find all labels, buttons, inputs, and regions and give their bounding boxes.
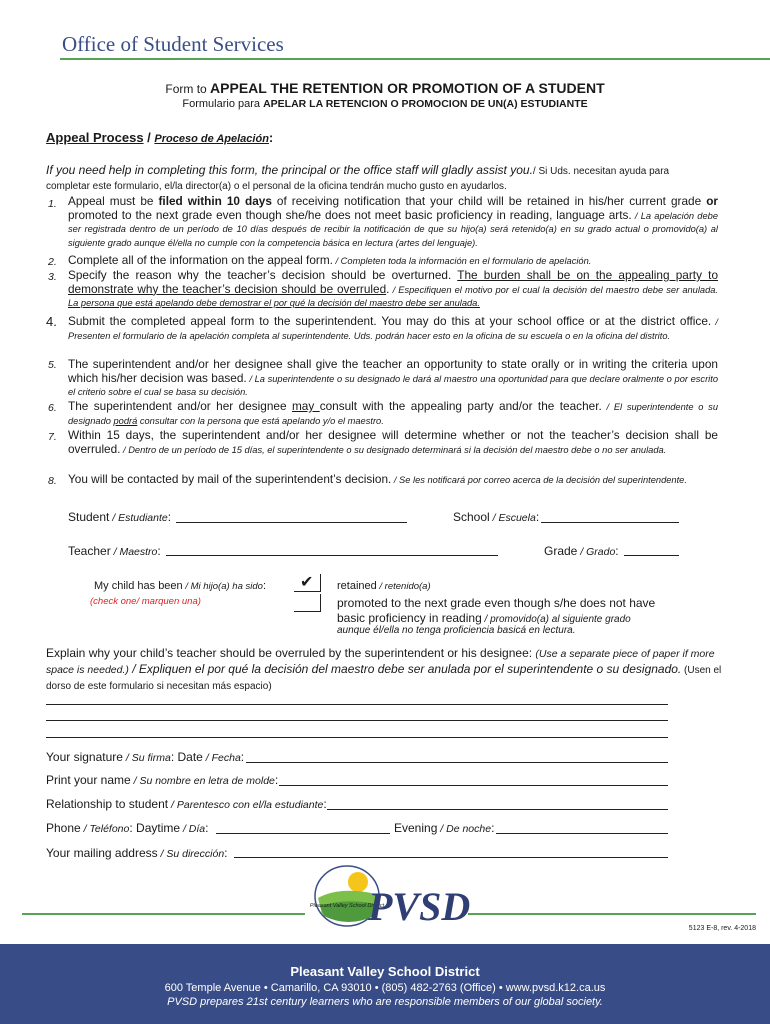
t: : — [224, 846, 228, 860]
t: Daytime — [132, 821, 181, 835]
signature-field[interactable] — [246, 762, 668, 763]
evening-label — [394, 821, 494, 835]
t: My child has been — [94, 580, 183, 592]
intro — [46, 163, 726, 179]
t: You will be contacted by mail of the superintendent’s decision. — [68, 472, 392, 486]
item-8-num: 8. — [48, 475, 57, 487]
form-title-es — [0, 98, 770, 110]
t: Within 15 days, the superintendent and/or her designee will determine whether or not the teacher’s decision shall be overruled. — [68, 428, 718, 456]
t: / retenido(a) — [376, 581, 431, 592]
t: (Use a separate piece of paper if more space is needed.) — [46, 648, 715, 676]
formulario: Formulario para — [182, 98, 264, 110]
t: retained — [337, 580, 377, 592]
t: Phone — [46, 821, 81, 835]
item-6 — [68, 400, 718, 427]
logo-divider-left — [22, 913, 305, 915]
t: Print your name — [46, 773, 131, 787]
t: Your signature — [46, 750, 123, 764]
print-name-field[interactable] — [279, 785, 668, 786]
t: / Su dirección — [157, 848, 225, 860]
t: promoted to the next grade even though she/he does not meet basic proficiency in reading, language arts. — [68, 207, 632, 222]
intro-es2: completar este formulario, el/la director(a) o el personal de la oficina tendrán mucho gusto en ayudarlos. — [46, 181, 507, 192]
t: / Escuela — [489, 512, 536, 524]
t: The superintendent and/or her designee — [68, 399, 292, 413]
title-en: APPEAL THE RETENTION OR PROMOTION OF A STUDENT — [210, 80, 605, 96]
section-title: Appeal Process — [46, 130, 144, 145]
t: Specify the reason why the teacher’s decision should be overturned. — [68, 268, 458, 282]
relationship-field[interactable] — [327, 809, 668, 810]
form-code: 5123 E-8, rev. 4-2018 — [688, 925, 756, 932]
t: or — [706, 194, 718, 208]
footer-tagline: PVSD prepares 21st century learners who are responsible members of our global society. — [167, 996, 603, 1008]
explain-line-1[interactable] — [46, 704, 668, 705]
item-3-num: 3. — [48, 271, 57, 283]
t: filed within 10 days — [158, 194, 272, 208]
t: Evening — [394, 821, 438, 835]
t: / Fecha — [202, 752, 241, 764]
child-label — [94, 580, 266, 592]
explain-line-2[interactable] — [46, 720, 668, 721]
t: : — [170, 750, 175, 764]
explain-text — [46, 646, 726, 694]
sep: / — [143, 130, 155, 145]
section-heading — [46, 130, 273, 145]
colon: : — [268, 130, 274, 145]
item-7 — [68, 429, 718, 456]
t: (Usen el dorso de este formulario si necesitan más espacio) — [46, 665, 722, 692]
t: The superintendent and/or her designee shall give the teacher an opportunity to state orally or in writing the criteria upon which his/her decision was based. — [68, 357, 718, 385]
t: / Completen toda la información en el formulario de apelación. — [332, 256, 592, 266]
t: : — [535, 510, 540, 524]
footer-district: Pleasant Valley School District — [290, 964, 480, 979]
item-5-num: 5. — [48, 359, 57, 371]
print-name-label — [46, 773, 278, 787]
school-field[interactable] — [541, 522, 679, 523]
item-8 — [68, 473, 718, 487]
t: Relationship to student — [46, 797, 169, 811]
t: consultar con la persona que está apelando y/o el maestro. — [137, 415, 384, 426]
t: La persona que está apelando debe demostrar el por qué la decisión del maestro debe ser anulada. — [68, 298, 480, 308]
t: consult with the appealing party and/or the teacher. — [319, 399, 602, 413]
signature-label — [46, 750, 244, 764]
t: . — [386, 281, 390, 296]
t: Appeal must be — [68, 194, 159, 208]
item-2-num: 2. — [48, 256, 57, 268]
explain-line-3[interactable] — [46, 737, 668, 738]
relationship-label — [46, 797, 327, 811]
student-label — [68, 510, 171, 524]
intro-en: If you need help in completing this form, the principal or the office staff will gladly assist you. — [46, 163, 533, 177]
form-title — [0, 80, 770, 96]
t: Submit the completed appeal form to the superintendent. You may do this at your school office or at the district office. — [68, 314, 712, 328]
t: / De noche — [437, 823, 492, 835]
t: Teacher — [68, 544, 111, 558]
grade-field[interactable] — [624, 555, 679, 556]
item-1-num: 1. — [48, 198, 57, 210]
header-divider — [60, 58, 770, 60]
t: podrá — [113, 415, 138, 426]
mailing-label — [46, 846, 228, 860]
promoted-label: promoted to the next grade even though s/he does not have — [337, 596, 656, 610]
t: : — [615, 544, 619, 558]
t: / promovido(a) al siguiente grado — [481, 614, 631, 625]
t: / Día — [180, 823, 206, 835]
t: : — [240, 750, 245, 764]
t: : — [491, 821, 495, 835]
t: may — [291, 399, 320, 413]
t: Grade — [544, 544, 578, 558]
t: Your mailing address — [46, 846, 158, 860]
item-7-num: 7. — [48, 431, 57, 443]
footer-address: 600 Temple Avenue • Camarillo, CA 93010 • (805) 482-2763 (Office) • www.pvsd.k12.ca.us — [164, 982, 606, 994]
evening-phone-field[interactable] — [496, 833, 668, 834]
t: : — [274, 773, 279, 787]
item-5 — [68, 358, 718, 399]
item-2 — [68, 254, 718, 268]
item-6-num: 6. — [48, 402, 57, 414]
phone-label — [46, 821, 208, 835]
promoted-checkbox[interactable] — [294, 594, 321, 612]
t: Date — [174, 750, 203, 764]
title-es: APELAR LA RETENCION O PROMOCION DE UN(A) ESTUDIANTE — [263, 98, 588, 110]
item-1 — [68, 195, 718, 249]
t: : — [167, 510, 172, 524]
pvsd-logo — [310, 858, 470, 936]
section-title-es: Proceso de Apelación — [154, 133, 269, 145]
logo-small-text: Pleasant Valley School District — [310, 903, 385, 909]
intro-es1: / Si Uds. necesitan ayuda para — [532, 166, 670, 177]
t: / Su nombre en letra de molde — [130, 775, 275, 787]
office-title: Office of Student Services — [62, 32, 284, 56]
t: : — [323, 797, 327, 811]
student-field[interactable] — [176, 522, 407, 523]
teacher-label — [68, 544, 161, 558]
t: / Expliquen el por qué la decisión del maestro debe ser anulada por el superintendente o su designado. — [128, 662, 682, 676]
t: : — [157, 544, 161, 558]
promoted-es-2: aunque él/ella no tenga proficiencia basicá en lectura. — [337, 625, 576, 636]
item-3 — [68, 269, 718, 310]
form-to: Form to — [165, 82, 211, 96]
t: / Especifiquen el motivo por el cual la decisión del maestro debe ser anulada. — [389, 284, 718, 295]
item-4-num: 4. — [46, 314, 57, 329]
t: / Teléfono — [80, 823, 130, 835]
check-note: (check one/ marquen una) — [90, 596, 201, 607]
t: / Parentesco con el/la estudiante — [168, 799, 324, 811]
school-label — [453, 510, 539, 524]
t: : — [262, 580, 266, 592]
t: Complete all of the information on the appeal form. — [68, 253, 333, 267]
daytime-phone-field[interactable] — [216, 833, 390, 834]
t: / El superintendente o su designado — [68, 402, 718, 426]
teacher-field[interactable] — [166, 555, 498, 556]
logo-letters: PVSD — [368, 884, 470, 929]
t: / Mi hijo(a) ha sido — [182, 581, 263, 592]
t: : — [205, 821, 209, 835]
t: The burden shall be on the appealing party to demonstrate why the teacher’s decision should be overruled — [68, 268, 719, 296]
t: : — [129, 821, 133, 835]
retained-label — [337, 580, 431, 592]
t: / Se les notificará por correo acerca de la decisión del superintendente. — [391, 475, 687, 485]
t: / Dentro de un período de 15 días, el superintendente o su designado determinará si la decisión del maestro debe o no ser anulada. — [120, 444, 667, 455]
t: School — [453, 510, 490, 524]
checkmark-icon: ✔ — [300, 574, 314, 591]
t: / Estudiante — [109, 512, 168, 524]
t: / Grado — [577, 546, 616, 558]
t: Student — [68, 510, 110, 524]
t: / Maestro — [110, 546, 158, 558]
logo-divider-right — [468, 913, 756, 915]
t: / Presenten el formulario de la apelación completa al superintendente. Uds. podrán hacer esto en la oficina de su escuela o en la oficina del distrito. — [68, 317, 718, 341]
promoted-label-2 — [337, 611, 631, 625]
t: of receiving notification that your child will be retained in his/her current grade — [271, 194, 707, 208]
item-4 — [68, 315, 718, 342]
t: basic proficiency in reading — [337, 611, 482, 625]
t: Explain why your child’s teacher should be overruled by the superintendent or his designee: — [46, 646, 536, 660]
t: / La superintendente o su designado le dará al maestro una oportunidad para que declare oralmente o por escrito el criterio sobre el cual se basa su decisión. — [68, 373, 718, 397]
grade-label — [544, 544, 619, 558]
t: / Su firma — [122, 752, 171, 764]
t: / La apelación debe ser registrada dentro de un período de 10 días después de recibir la notificación de que su hijo(a) será retenido(a) en su grado actual o promovido(a) al siguiente grado aunque él/ella no cumple con la competencia básica en lectura (artes del lenguaje). — [68, 210, 718, 248]
footer — [0, 944, 770, 1024]
